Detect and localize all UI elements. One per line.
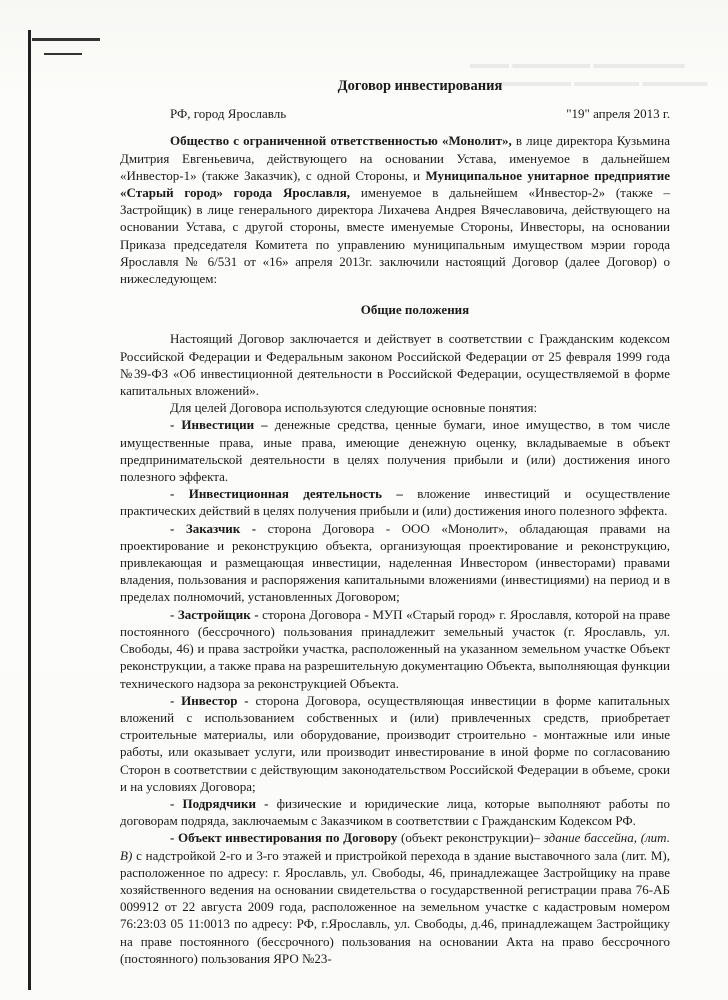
bleed-through-text: ▬▬▬ ▬▬▬▬▬▬ ▬▬▬▬▬▬▬ bbox=[470, 56, 685, 71]
definition-term: - Инвестиции – bbox=[170, 417, 268, 433]
definition-term: - Инвестиционная деятельность – bbox=[170, 486, 403, 502]
definition-text: с надстройкой 2-го и 3-го этажей и пристройкой перехода в здание выставочного зала (лит. М), расположенное по адресу: г. Ярославль, ул. Свободы, 46, принадлежащее Застройщику на праве хозяйственного ведения на основании свидетельства о государственной регистрации права 76-АБ 009912 от 22 августа 2009 года, расположенное на земельном участке с кадастровым номером 76:23:03 05 11:0013 по адресу: РФ, г.Ярославль, ул. Свободы, д.46, принадлежащем Застройщику на праве постоянного (бессрочного) пользования на основании Акта на право бессрочного (постоянного) пользования ЯРО №23- bbox=[120, 847, 670, 966]
section-title: Общие положения bbox=[360, 302, 470, 318]
place-date-row bbox=[120, 105, 670, 122]
preamble-text-2: именуемое в дальнейшем «Инвестор-2» (также – Застройщик) в лице генерального директора Лихачева Андрея Вячеславовича, действующего на основании Устава, с другой стороны, вместе именуемые Стороны, Инвесторы, на основании Приказа председателя Комитета по управлению муниципальным имуществом мэрии города Ярославля № 6/531 от «16» апреля 2013г. заключили настоящий Договор (далее Договор) о нижеследующем: bbox=[120, 185, 670, 287]
definition-term: - Объект инвестирования по Договору bbox=[170, 830, 398, 846]
party2-name: Муниципальное унитарное предприятие «Старый город» города Ярославля, bbox=[120, 167, 670, 201]
definition-text: сторона Договора - ООО «Монолит», обладающая правами на проектирование и реконструкцию объекта, организующая проектирование и реконструкцию, привлекающая и размещающая инвестиции, наделенная Инвестором (инвесторами) правами владения, пользования и распоряжения капитальными вложениями (инвестициями) на период и в пределах полномочий, установленных Договором; bbox=[120, 520, 671, 605]
definition-text: физические и юридические лица, которые выполняют работы по договорам подряда, заключаемым с Заказчиком в соответствии с Гражданским Кодексом РФ. bbox=[120, 795, 670, 829]
definition-investment-activity bbox=[120, 485, 670, 519]
document-date: "19" апреля 2013 г. bbox=[566, 106, 670, 122]
definition-text: вложение инвестиций и осуществление практических действий в целях получения прибыли и (или) достижения иного полезного эффекта. bbox=[120, 486, 670, 519]
scan-mark bbox=[32, 38, 100, 41]
object-name: здание бассейна, (лит. В) bbox=[120, 830, 670, 863]
preamble-text-1: в лице директора Кузьмина Дмитрия Евгеньевича, действующего на основании Устава, именуемое в дальнейшем «Инвестор-1» (также Заказчик), с одной Стороны, и bbox=[120, 133, 670, 183]
definition-term: - Инвестор - bbox=[170, 692, 249, 708]
preamble-paragraph bbox=[120, 132, 670, 287]
definition-text: сторона Договора - МУП «Старый город» г. Ярославля, которой на праве постоянного (бессрочного) пользования принадлежит земельный участок (г. Ярославль, ул. Свободы, 46) и права застройки участка, расположенный на указанном земельном участке Объект реконструкции, а также права на разрешительную документацию Объекта, выполняющая функции технического надзора за реконструкцией Объекта. bbox=[120, 606, 670, 691]
concepts-intro: Для целей Договора используются следующие основные понятия: bbox=[170, 400, 538, 416]
definition-text: сторона Договора, осуществляющая инвестиции в форме капитальных вложений с использованием собственных и (или) привлеченных средств, приобретает строительные материалы, или оборудование, производит строительно - монтажные или иные работы, или оказывает услуги, или производит инвестирование в иной форме по согласованию Сторон в соответствии с действующим законодательством Российской Федерации в объеме, сроки и на условиях Договора; bbox=[120, 692, 670, 794]
document-title: Договор инвестирования bbox=[337, 78, 503, 94]
definition-text: (объект реконструкции)– bbox=[397, 830, 544, 846]
scan-mark bbox=[44, 53, 82, 55]
definition-contractors bbox=[120, 795, 670, 829]
document-place: РФ, город Ярославль bbox=[170, 106, 287, 122]
definition-customer bbox=[120, 520, 670, 606]
definition-investor bbox=[120, 692, 670, 795]
party1-name: Общество с ограниченной ответственностью «Монолит», bbox=[170, 133, 512, 149]
definition-term: - Подрядчики - bbox=[170, 795, 269, 811]
definition-investments bbox=[120, 416, 670, 485]
definition-term: - Заказчик - bbox=[170, 520, 257, 536]
bleed-through-text: ▬▬▬▬▬▬▬ ▬▬▬▬▬ ▬▬▬▬▬ bbox=[480, 74, 708, 89]
definition-developer bbox=[120, 606, 670, 692]
definition-term: - Застройщик - bbox=[170, 606, 259, 622]
definition-investment-object bbox=[120, 829, 670, 967]
scan-border-line bbox=[28, 30, 31, 990]
document-body bbox=[120, 78, 670, 967]
law-paragraph: Настоящий Договор заключается и действует в соответствии с Гражданским кодексом Российской Федерации и Федеральным законом Российской Федерации от 25 февраля 1999 года №39-ФЗ «Об инвестиционной деятельности в Российской Федерации, осуществляемой в форме капитальных вложений». bbox=[120, 331, 670, 399]
definition-text: денежные средства, ценные бумаги, иное имущество, в том числе имущественные права, иные права, имеющие денежную оценку, вкладываемые в объект предпринимательской деятельности в целях получения прибыли и (или) достижения иного полезного эффекта. bbox=[120, 417, 670, 485]
